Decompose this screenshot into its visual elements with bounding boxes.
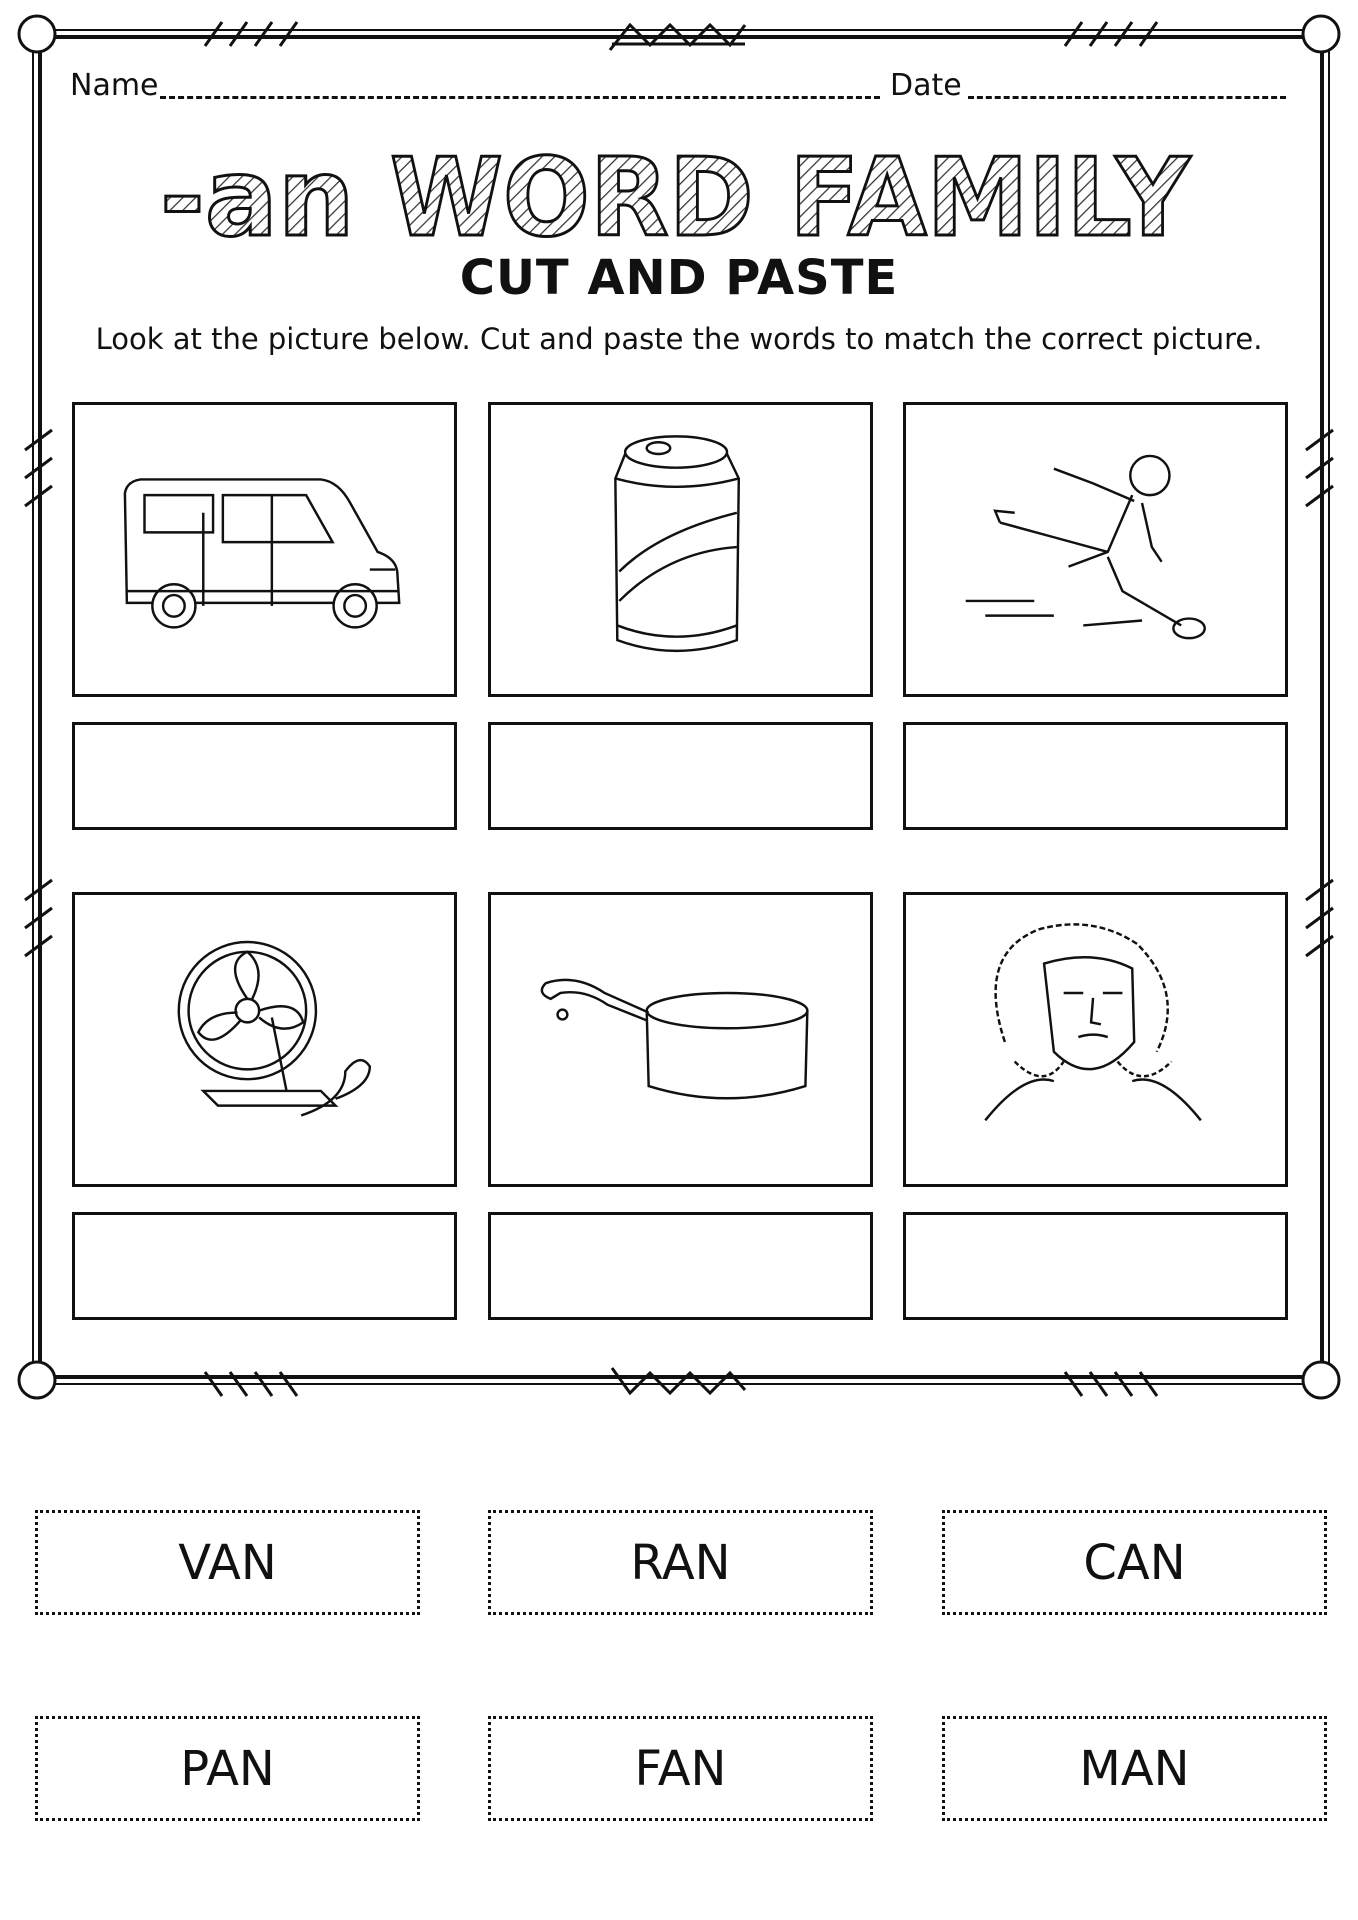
subtitle: CUT AND PASTE <box>459 250 899 306</box>
name-label: Name <box>70 68 159 103</box>
man-in-parka-icon <box>906 895 1285 1184</box>
electric-fan-icon <box>75 895 454 1184</box>
corner-circle <box>1303 16 1339 52</box>
word-card-pan[interactable]: PAN <box>35 1716 420 1821</box>
saucepan-icon <box>491 895 870 1184</box>
man-picture <box>903 892 1288 1187</box>
van-icon <box>75 405 454 694</box>
word-card-can[interactable]: CAN <box>942 1510 1327 1615</box>
corner-circle <box>19 1362 55 1398</box>
answer-box[interactable] <box>903 722 1288 830</box>
page-title <box>0 125 1358 265</box>
van-picture <box>72 402 457 697</box>
corner-circle <box>1303 1362 1339 1398</box>
word-card-ran[interactable]: RAN <box>488 1510 873 1615</box>
word-card-man[interactable]: MAN <box>942 1716 1327 1821</box>
date-label: Date <box>890 68 962 103</box>
word-card-fan[interactable]: FAN <box>488 1716 873 1821</box>
answer-box[interactable] <box>72 1212 457 1320</box>
title-prefix: -an <box>160 136 355 261</box>
title-main: WORD FAMILY <box>390 136 1192 261</box>
soda-can-icon <box>491 405 870 694</box>
pan-picture <box>488 892 873 1187</box>
answer-box[interactable] <box>488 1212 873 1320</box>
date-field[interactable] <box>968 96 1286 99</box>
answer-box[interactable] <box>72 722 457 830</box>
running-man-icon <box>906 405 1285 694</box>
name-field[interactable] <box>160 96 880 99</box>
instructions: Look at the picture below. Cut and paste the words to match the correct picture. <box>95 322 1263 356</box>
answer-box[interactable] <box>903 1212 1288 1320</box>
can-picture <box>488 402 873 697</box>
word-card-van[interactable]: VAN <box>35 1510 420 1615</box>
answer-box[interactable] <box>488 722 873 830</box>
fan-picture <box>72 892 457 1187</box>
corner-circle <box>19 16 55 52</box>
ran-picture <box>903 402 1288 697</box>
